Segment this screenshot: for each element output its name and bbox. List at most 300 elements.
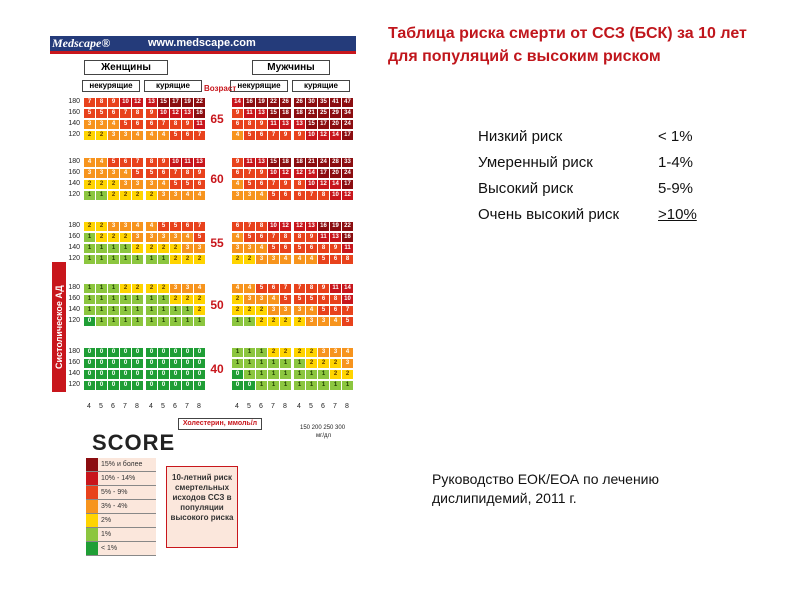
risk-cell: 22 bbox=[194, 98, 205, 107]
risk-cell: 13 bbox=[280, 120, 291, 129]
risk-cell: 2 bbox=[108, 191, 119, 200]
risk-cell: 6 bbox=[280, 191, 291, 200]
risk-cell: 0 bbox=[194, 381, 205, 390]
risk-cell: 22 bbox=[268, 98, 279, 107]
risk-cell: 0 bbox=[158, 359, 169, 368]
risk-cell: 2 bbox=[194, 306, 205, 315]
legend-value: 1-4% bbox=[658, 154, 694, 171]
risk-cell: 6 bbox=[306, 244, 317, 253]
risk-cell: 1 bbox=[280, 370, 291, 379]
legend-row-very-high bbox=[478, 202, 697, 228]
risk-cell: 9 bbox=[280, 131, 291, 140]
risk-cell: 9 bbox=[194, 169, 205, 178]
risk-cell: 7 bbox=[194, 222, 205, 231]
legend-label: Очень высокий риск bbox=[478, 206, 620, 223]
risk-cell: 5 bbox=[306, 295, 317, 304]
legend-label: Умеренный риск bbox=[478, 154, 593, 171]
risk-cell: 3 bbox=[146, 180, 157, 189]
mg-values: 150 200 250 300 bbox=[300, 425, 346, 431]
risk-cell: 1 bbox=[146, 317, 157, 326]
risk-cell: 0 bbox=[96, 348, 107, 357]
bp-label: 120 bbox=[68, 255, 80, 262]
risk-cell: 2 bbox=[306, 348, 317, 357]
risk-cell: 13 bbox=[294, 120, 305, 129]
risk-cell: 4 bbox=[232, 284, 243, 293]
risk-cell: 15 bbox=[268, 158, 279, 167]
risk-cell: 1 bbox=[342, 381, 353, 390]
risk-cell: 1 bbox=[96, 306, 107, 315]
source-note: Руководство ЕОК/ЕОА по лечению дислипидемий, 2011 г. bbox=[432, 471, 660, 506]
risk-cell: 2 bbox=[182, 255, 193, 264]
risk-cell: 5 bbox=[170, 222, 181, 231]
risk-cell: 6 bbox=[268, 284, 279, 293]
medscape-logo: Medscape® bbox=[52, 36, 111, 50]
bp-label: 120 bbox=[68, 191, 80, 198]
risk-cell: 41 bbox=[330, 98, 341, 107]
risk-cell: 1 bbox=[84, 284, 95, 293]
age-value: 60 bbox=[210, 172, 224, 186]
risk-cell: 8 bbox=[256, 222, 267, 231]
cholesterol-tick: 7 bbox=[123, 403, 127, 410]
risk-cell: 12 bbox=[294, 222, 305, 231]
risk-cell: 0 bbox=[170, 370, 181, 379]
risk-cell: 8 bbox=[146, 158, 157, 167]
risk-cell: 8 bbox=[318, 191, 329, 200]
risk-cell: 1 bbox=[268, 370, 279, 379]
risk-cell: 14 bbox=[232, 98, 243, 107]
risk-cell: 1 bbox=[256, 381, 267, 390]
risk-cell: 3 bbox=[120, 180, 131, 189]
bp-label: 160 bbox=[68, 109, 80, 116]
risk-cell: 4 bbox=[232, 131, 243, 140]
medscape-url: www.medscape.com bbox=[148, 37, 256, 49]
risk-cell: 0 bbox=[146, 370, 157, 379]
risk-cell: 2 bbox=[170, 244, 181, 253]
risk-cell: 16 bbox=[194, 109, 205, 118]
risk-cell: 1 bbox=[256, 359, 267, 368]
risk-cell: 1 bbox=[120, 306, 131, 315]
key-row bbox=[86, 542, 156, 556]
risk-cell: 0 bbox=[182, 381, 193, 390]
risk-cell: 3 bbox=[330, 348, 341, 357]
risk-cell: 9 bbox=[280, 180, 291, 189]
risk-cell: 1 bbox=[132, 317, 143, 326]
risk-cell: 13 bbox=[256, 109, 267, 118]
risk-cell: 0 bbox=[132, 348, 143, 357]
risk-cell: 3 bbox=[256, 255, 267, 264]
risk-cell: 29 bbox=[330, 109, 341, 118]
cholesterol-tick: 8 bbox=[135, 403, 139, 410]
key-label: 2% bbox=[98, 514, 156, 527]
age-value: 50 bbox=[210, 298, 224, 312]
risk-cell: 7 bbox=[268, 180, 279, 189]
risk-cell: 14 bbox=[330, 131, 341, 140]
risk-cell: 7 bbox=[342, 306, 353, 315]
key-label: 3% - 4% bbox=[98, 500, 156, 513]
bp-label: 180 bbox=[68, 348, 80, 355]
risk-cell: 4 bbox=[342, 348, 353, 357]
risk-cell: 6 bbox=[232, 169, 243, 178]
risk-cell: 10 bbox=[268, 169, 279, 178]
key-row bbox=[86, 458, 156, 472]
risk-cell: 12 bbox=[132, 98, 143, 107]
risk-cell: 6 bbox=[330, 255, 341, 264]
risk-cell: 3 bbox=[170, 191, 181, 200]
risk-cell: 6 bbox=[194, 180, 205, 189]
risk-cell: 1 bbox=[294, 381, 305, 390]
risk-cell: 2 bbox=[96, 180, 107, 189]
risk-cell: 9 bbox=[182, 120, 193, 129]
risk-cell: 6 bbox=[146, 120, 157, 129]
risk-cell: 17 bbox=[318, 169, 329, 178]
risk-cell: 6 bbox=[256, 233, 267, 242]
risk-cell: 1 bbox=[158, 306, 169, 315]
cholesterol-tick: 8 bbox=[283, 403, 287, 410]
cholesterol-tick: 8 bbox=[197, 403, 201, 410]
risk-cell: 1 bbox=[256, 370, 267, 379]
risk-cell: 1 bbox=[158, 295, 169, 304]
risk-cell: 1 bbox=[232, 317, 243, 326]
risk-cell: 22 bbox=[342, 222, 353, 231]
risk-cell: 2 bbox=[280, 348, 291, 357]
risk-cell: 4 bbox=[256, 244, 267, 253]
risk-cell: 6 bbox=[120, 158, 131, 167]
risk-cell: 8 bbox=[96, 98, 107, 107]
risk-cell: 1 bbox=[244, 370, 255, 379]
risk-cell: 2 bbox=[342, 370, 353, 379]
risk-cell: 5 bbox=[268, 191, 279, 200]
risk-cell: 1 bbox=[294, 370, 305, 379]
risk-cell: 5 bbox=[280, 295, 291, 304]
risk-cell: 2 bbox=[146, 284, 157, 293]
key-label: < 1% bbox=[98, 542, 156, 555]
risk-cell: 7 bbox=[244, 169, 255, 178]
risk-cell: 10 bbox=[158, 109, 169, 118]
risk-cell: 1 bbox=[108, 295, 119, 304]
risk-cell: 26 bbox=[280, 98, 291, 107]
risk-cell: 3 bbox=[232, 191, 243, 200]
risk-cell: 1 bbox=[84, 295, 95, 304]
cholesterol-tick: 5 bbox=[161, 403, 165, 410]
risk-cell: 1 bbox=[108, 317, 119, 326]
risk-cell: 10 bbox=[342, 295, 353, 304]
risk-cell: 6 bbox=[256, 131, 267, 140]
risk-cell: 8 bbox=[294, 233, 305, 242]
risk-cell: 13 bbox=[194, 158, 205, 167]
risk-cell: 5 bbox=[96, 109, 107, 118]
bp-label: 180 bbox=[68, 158, 80, 165]
sbp-axis-label: Систолическое АД bbox=[52, 262, 66, 392]
risk-cell: 2 bbox=[268, 348, 279, 357]
risk-cell: 10 bbox=[120, 98, 131, 107]
risk-cell: 1 bbox=[244, 359, 255, 368]
risk-cell: 20 bbox=[330, 120, 341, 129]
risk-cell: 0 bbox=[182, 359, 193, 368]
risk-cell: 1 bbox=[96, 317, 107, 326]
risk-cell: 4 bbox=[194, 284, 205, 293]
risk-cell: 2 bbox=[330, 370, 341, 379]
risk-cell: 1 bbox=[84, 244, 95, 253]
risk-cell: 9 bbox=[306, 233, 317, 242]
risk-cell: 2 bbox=[170, 255, 181, 264]
bp-label: 140 bbox=[68, 120, 80, 127]
risk-cell: 1 bbox=[84, 306, 95, 315]
risk-cell: 3 bbox=[108, 169, 119, 178]
risk-cell: 6 bbox=[232, 222, 243, 231]
risk-cell: 28 bbox=[330, 158, 341, 167]
risk-cell: 9 bbox=[294, 131, 305, 140]
risk-cell: 1 bbox=[108, 255, 119, 264]
risk-cell: 30 bbox=[306, 98, 317, 107]
risk-cell: 2 bbox=[120, 191, 131, 200]
risk-cell: 1 bbox=[120, 255, 131, 264]
risk-cell: 18 bbox=[294, 109, 305, 118]
risk-cell: 3 bbox=[132, 180, 143, 189]
risk-cell: 0 bbox=[132, 359, 143, 368]
risk-cell: 2 bbox=[84, 180, 95, 189]
medscape-header bbox=[50, 36, 356, 51]
key-swatch bbox=[86, 500, 98, 513]
risk-cell: 2 bbox=[96, 131, 107, 140]
risk-cell: 0 bbox=[182, 348, 193, 357]
risk-cell: 3 bbox=[170, 284, 181, 293]
risk-cell: 2 bbox=[232, 295, 243, 304]
risk-cell: 2 bbox=[120, 284, 131, 293]
risk-cell: 4 bbox=[158, 131, 169, 140]
risk-cell: 0 bbox=[146, 348, 157, 357]
risk-cell: 0 bbox=[194, 359, 205, 368]
risk-cell: 1 bbox=[146, 255, 157, 264]
risk-cell: 21 bbox=[306, 109, 317, 118]
risk-cell: 24 bbox=[318, 158, 329, 167]
risk-cell: 0 bbox=[158, 348, 169, 357]
cholesterol-tick: 4 bbox=[87, 403, 91, 410]
cholesterol-tick: 7 bbox=[185, 403, 189, 410]
risk-cell: 12 bbox=[294, 169, 305, 178]
risk-cell: 1 bbox=[120, 295, 131, 304]
risk-cell: 2 bbox=[84, 131, 95, 140]
risk-cell: 1 bbox=[158, 317, 169, 326]
risk-cell: 17 bbox=[342, 180, 353, 189]
risk-cell: 7 bbox=[244, 222, 255, 231]
risk-cell: 5 bbox=[318, 306, 329, 315]
risk-cell: 4 bbox=[330, 317, 341, 326]
risk-cell: 5 bbox=[194, 233, 205, 242]
risk-cell: 10 bbox=[306, 180, 317, 189]
men-nonsmoker-header: некурящие bbox=[230, 80, 288, 92]
risk-cell: 2 bbox=[132, 244, 143, 253]
risk-cell: 5 bbox=[132, 169, 143, 178]
risk-cell: 13 bbox=[330, 233, 341, 242]
score-caption: 10-летний риск смертельных исходов ССЗ в популяции высокого риска bbox=[166, 466, 238, 548]
risk-cell: 9 bbox=[232, 109, 243, 118]
risk-cell: 1 bbox=[232, 348, 243, 357]
risk-cell: 0 bbox=[84, 348, 95, 357]
risk-cell: 24 bbox=[342, 169, 353, 178]
bp-label: 160 bbox=[68, 233, 80, 240]
risk-cell: 6 bbox=[330, 306, 341, 315]
risk-cell: 5 bbox=[120, 120, 131, 129]
risk-cell: 0 bbox=[232, 370, 243, 379]
risk-cell: 18 bbox=[294, 158, 305, 167]
risk-cell: 12 bbox=[280, 222, 291, 231]
risk-cell: 3 bbox=[244, 191, 255, 200]
risk-cell: 0 bbox=[84, 359, 95, 368]
risk-cell: 4 bbox=[96, 158, 107, 167]
risk-cell: 4 bbox=[108, 120, 119, 129]
bp-label: 160 bbox=[68, 359, 80, 366]
risk-cell: 0 bbox=[158, 381, 169, 390]
risk-cell: 1 bbox=[182, 306, 193, 315]
risk-cell: 2 bbox=[120, 233, 131, 242]
key-row bbox=[86, 528, 156, 542]
risk-cell: 1 bbox=[318, 381, 329, 390]
risk-cell: 3 bbox=[84, 169, 95, 178]
risk-cell: 1 bbox=[170, 306, 181, 315]
risk-cell: 7 bbox=[158, 120, 169, 129]
risk-cell: 15 bbox=[306, 120, 317, 129]
cholesterol-tick: 6 bbox=[173, 403, 177, 410]
risk-cell: 3 bbox=[244, 244, 255, 253]
risk-cell: 0 bbox=[96, 370, 107, 379]
risk-cell: 3 bbox=[96, 169, 107, 178]
risk-cell: 6 bbox=[294, 191, 305, 200]
risk-cell: 5 bbox=[318, 255, 329, 264]
risk-cell: 2 bbox=[318, 359, 329, 368]
risk-cell: 0 bbox=[244, 381, 255, 390]
risk-cell: 4 bbox=[182, 191, 193, 200]
cholesterol-tick: 7 bbox=[333, 403, 337, 410]
risk-cell: 11 bbox=[342, 244, 353, 253]
risk-cell: 8 bbox=[280, 233, 291, 242]
risk-cell: 3 bbox=[268, 306, 279, 315]
cholesterol-tick: 5 bbox=[99, 403, 103, 410]
women-nonsmoker-header: некурящие bbox=[82, 80, 140, 92]
legend-row-high bbox=[478, 176, 697, 202]
risk-cell: 11 bbox=[182, 158, 193, 167]
risk-cell: 13 bbox=[306, 222, 317, 231]
risk-cell: 1 bbox=[170, 317, 181, 326]
risk-cell: 4 bbox=[244, 284, 255, 293]
risk-cell: 2 bbox=[280, 317, 291, 326]
women-header: Женщины bbox=[84, 60, 168, 75]
risk-cell: 26 bbox=[294, 98, 305, 107]
key-label: 15% и более bbox=[98, 458, 156, 471]
bp-label: 160 bbox=[68, 295, 80, 302]
risk-cell: 3 bbox=[182, 244, 193, 253]
legend-label: Низкий риск bbox=[478, 128, 563, 145]
risk-cell: 1 bbox=[268, 359, 279, 368]
risk-cell: 16 bbox=[244, 98, 255, 107]
risk-cell: 3 bbox=[256, 295, 267, 304]
risk-cell: 5 bbox=[158, 222, 169, 231]
risk-cell: 14 bbox=[306, 169, 317, 178]
risk-cell: 1 bbox=[146, 306, 157, 315]
risk-cell: 3 bbox=[268, 255, 279, 264]
cholesterol-tick: 7 bbox=[271, 403, 275, 410]
risk-cell: 0 bbox=[84, 370, 95, 379]
risk-cell: 24 bbox=[342, 120, 353, 129]
risk-cell: 2 bbox=[158, 244, 169, 253]
risk-cell: 2 bbox=[268, 317, 279, 326]
bp-label: 140 bbox=[68, 180, 80, 187]
risk-cell: 1 bbox=[108, 284, 119, 293]
risk-cell: 2 bbox=[96, 222, 107, 231]
score-logo: SCORE bbox=[92, 430, 176, 455]
risk-cell: 2 bbox=[256, 306, 267, 315]
risk-cell: 8 bbox=[182, 169, 193, 178]
score-color-key bbox=[86, 458, 156, 556]
risk-cell: 0 bbox=[182, 370, 193, 379]
risk-cell: 17 bbox=[342, 131, 353, 140]
cholesterol-tick: 6 bbox=[259, 403, 263, 410]
risk-cell: 18 bbox=[280, 158, 291, 167]
risk-cell: 4 bbox=[132, 222, 143, 231]
risk-cell: 2 bbox=[182, 295, 193, 304]
risk-cell: 0 bbox=[120, 348, 131, 357]
bp-label: 120 bbox=[68, 317, 80, 324]
risk-cell: 13 bbox=[146, 98, 157, 107]
risk-cell: 8 bbox=[294, 180, 305, 189]
risk-cell: 3 bbox=[120, 131, 131, 140]
men-smoker-header: курящие bbox=[292, 80, 350, 92]
risk-cell: 0 bbox=[108, 359, 119, 368]
cholesterol-tick: 4 bbox=[297, 403, 301, 410]
risk-cell: 12 bbox=[342, 191, 353, 200]
risk-cell: 4 bbox=[132, 131, 143, 140]
risk-cell: 4 bbox=[146, 131, 157, 140]
risk-cell: 5 bbox=[146, 169, 157, 178]
risk-cell: 6 bbox=[132, 120, 143, 129]
risk-cell: 0 bbox=[108, 348, 119, 357]
risk-cell: 1 bbox=[280, 359, 291, 368]
risk-cell: 10 bbox=[306, 131, 317, 140]
key-row bbox=[86, 472, 156, 486]
key-row bbox=[86, 486, 156, 500]
risk-cell: 11 bbox=[330, 284, 341, 293]
risk-cell: 2 bbox=[244, 255, 255, 264]
risk-cell: 6 bbox=[182, 131, 193, 140]
risk-cell: 0 bbox=[120, 370, 131, 379]
age-value: 55 bbox=[210, 236, 224, 250]
bp-label: 140 bbox=[68, 306, 80, 313]
risk-cell: 7 bbox=[294, 284, 305, 293]
risk-cell: 19 bbox=[330, 222, 341, 231]
cholesterol-tick: 8 bbox=[345, 403, 349, 410]
risk-cell: 7 bbox=[120, 109, 131, 118]
risk-cell: 0 bbox=[120, 359, 131, 368]
risk-cell: 0 bbox=[108, 370, 119, 379]
risk-cell: 1 bbox=[84, 255, 95, 264]
risk-cell: 3 bbox=[342, 359, 353, 368]
risk-cell: 33 bbox=[342, 158, 353, 167]
men-header: Мужчины bbox=[252, 60, 330, 75]
risk-cell: 4 bbox=[182, 233, 193, 242]
key-swatch bbox=[86, 472, 98, 485]
risk-cell: 2 bbox=[244, 306, 255, 315]
risk-cell: 6 bbox=[158, 169, 169, 178]
risk-cell: 9 bbox=[232, 158, 243, 167]
bp-label: 180 bbox=[68, 98, 80, 105]
key-swatch bbox=[86, 514, 98, 527]
risk-cell: 3 bbox=[170, 233, 181, 242]
risk-cell: 9 bbox=[108, 98, 119, 107]
risk-cell: 3 bbox=[146, 233, 157, 242]
risk-cell: 9 bbox=[146, 109, 157, 118]
bp-label: 140 bbox=[68, 370, 80, 377]
risk-cell: 5 bbox=[170, 131, 181, 140]
risk-cell: 3 bbox=[108, 131, 119, 140]
